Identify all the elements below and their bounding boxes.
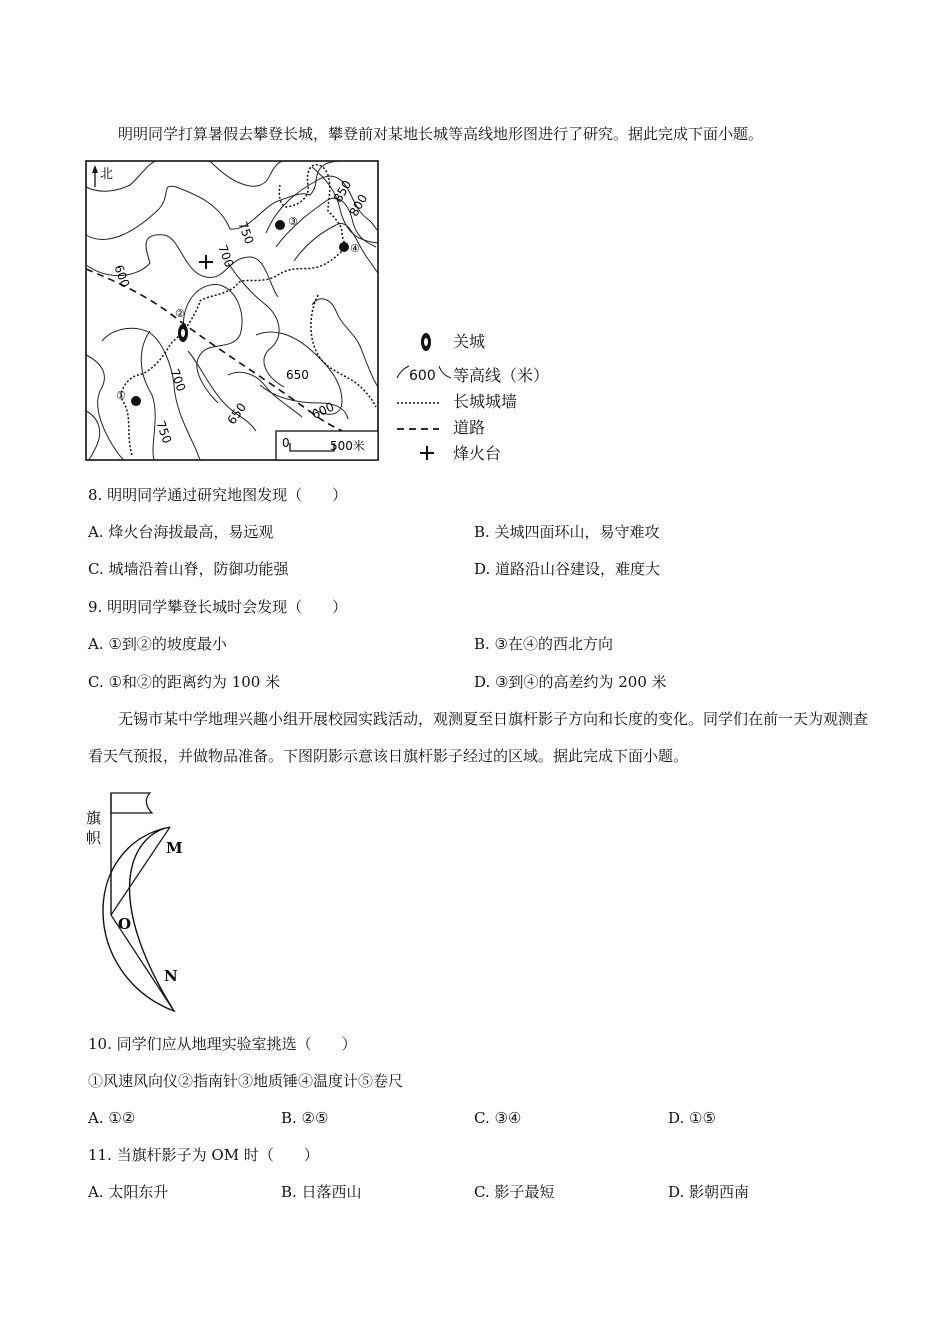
marker-3: ③ bbox=[288, 215, 298, 228]
q9-option-c: C. ①和②的距离约为 100 米 bbox=[88, 673, 281, 691]
contour-line bbox=[86, 161, 158, 191]
contour-map bbox=[80, 155, 390, 470]
q11-option-c: C. 影子最短 bbox=[474, 1183, 555, 1201]
q8-option-d: D. 道路沿山谷建设，难度大 bbox=[474, 560, 661, 578]
contour-line bbox=[228, 263, 284, 387]
contour-label: 700 bbox=[167, 366, 189, 394]
marker-2: ② bbox=[175, 307, 185, 320]
flag-label-1: 旗 bbox=[86, 809, 102, 827]
contour-label: 700 bbox=[215, 242, 237, 270]
q10-option-b: B. ②⑤ bbox=[281, 1109, 329, 1127]
point-dot bbox=[275, 220, 285, 230]
legend-label-wall: 长城城墙 bbox=[453, 392, 518, 411]
line-om bbox=[111, 827, 170, 915]
legend-label-beacon: 烽火台 bbox=[453, 444, 502, 463]
north-label: 北 bbox=[100, 167, 114, 182]
contour-label: 750 bbox=[235, 219, 257, 246]
contour-label: 600 bbox=[309, 399, 337, 422]
road-icon bbox=[397, 424, 441, 434]
q11-option-b: B. 日落西山 bbox=[281, 1183, 362, 1201]
pass-gate-icon bbox=[178, 324, 188, 342]
flag-label-2: 帜 bbox=[86, 829, 102, 847]
contour-label: 600 bbox=[111, 262, 133, 290]
beacon-tower-icon bbox=[199, 255, 213, 269]
q11-option-d: D. 影朝西南 bbox=[668, 1183, 750, 1201]
beacon-icon bbox=[419, 445, 435, 461]
point-o: O bbox=[118, 915, 132, 933]
contour-label: 750 bbox=[153, 418, 175, 446]
intro-paragraph-1: 明明同学打算暑假去攀登长城，攀登前对某地长城等高线地形图进行了研究。据此完成下面小题。 bbox=[118, 125, 764, 143]
q9-option-b: B. ③在④的西北方向 bbox=[474, 635, 614, 653]
flagpole-shadow-diagram bbox=[80, 785, 200, 1020]
q9-stem: 9. 明明同学攀登长城时会发现（ ） bbox=[88, 598, 348, 616]
q10-stem: 10. 同学们应从地理实验室挑选（ ） bbox=[88, 1035, 357, 1053]
q10-items: ①风速风向仪②指南针③地质锤④温度计⑤卷尺 bbox=[88, 1072, 404, 1090]
scale-length: 500米 bbox=[330, 439, 365, 453]
legend-contour-value: 600 bbox=[409, 368, 436, 384]
north-arrow-icon bbox=[92, 165, 98, 187]
q9-option-a: A. ①到②的坡度最小 bbox=[88, 635, 227, 653]
q8-stem: 8. 明明同学通过研究地图发现（ ） bbox=[88, 486, 348, 504]
point-n: N bbox=[164, 967, 178, 985]
contour-line bbox=[188, 351, 256, 431]
marker-4: ④ bbox=[350, 242, 360, 255]
q8-option-c: C. 城墙沿着山脊，防御功能强 bbox=[88, 560, 289, 578]
intro-paragraph-2: 无锡市某中学地理兴趣小组开展校园实践活动，观测夏至日旗杆影子方向和长度的变化。同学们在前一天为观测查看天气预报，并做物品准备。下图阴影示意该日旗杆影子经过的区域。据此完成下面小题。 bbox=[88, 710, 869, 765]
point-dot bbox=[339, 242, 349, 252]
contour-label: 650 bbox=[286, 368, 309, 382]
contour-line bbox=[86, 161, 344, 239]
point-m: M bbox=[166, 839, 183, 857]
q10-option-c: C. ③④ bbox=[474, 1109, 522, 1127]
contour-line bbox=[141, 331, 155, 460]
q8-option-a: A. 烽火台海拔最高，易远观 bbox=[88, 523, 274, 541]
flag-icon bbox=[111, 793, 152, 813]
q11-option-a: A. 太阳东升 bbox=[88, 1183, 169, 1201]
contour-line bbox=[86, 411, 100, 460]
contour-label: 850 bbox=[330, 177, 355, 205]
q9-option-d: D. ③到④的高差约为 200 米 bbox=[474, 673, 667, 691]
contour-label: 800 bbox=[346, 191, 371, 219]
contour-line bbox=[210, 161, 284, 186]
legend-label-pass: 关城 bbox=[453, 332, 486, 351]
contour-tail-icon bbox=[437, 364, 453, 380]
contour-line bbox=[86, 355, 124, 460]
scale-zero: 0 bbox=[282, 436, 290, 450]
contour-line bbox=[312, 299, 378, 387]
q10-option-d: D. ①⑤ bbox=[668, 1109, 716, 1127]
wall-icon bbox=[397, 398, 441, 408]
point-dot bbox=[131, 396, 141, 406]
contour-label: 650 bbox=[224, 400, 250, 428]
marker-1: ① bbox=[116, 389, 126, 402]
legend-label-contour: 等高线（米） bbox=[453, 366, 550, 385]
pass-icon bbox=[419, 330, 433, 354]
map-legend bbox=[395, 328, 595, 473]
q8-option-b: B. 关城四面环山，易守难攻 bbox=[474, 523, 660, 541]
q10-option-a: A. ①② bbox=[88, 1109, 136, 1127]
legend-label-road: 道路 bbox=[453, 418, 486, 437]
q11-stem: 11. 当旗杆影子为 OM 时（ ） bbox=[88, 1146, 319, 1164]
great-wall-line bbox=[311, 295, 376, 407]
contour-line bbox=[294, 224, 378, 273]
